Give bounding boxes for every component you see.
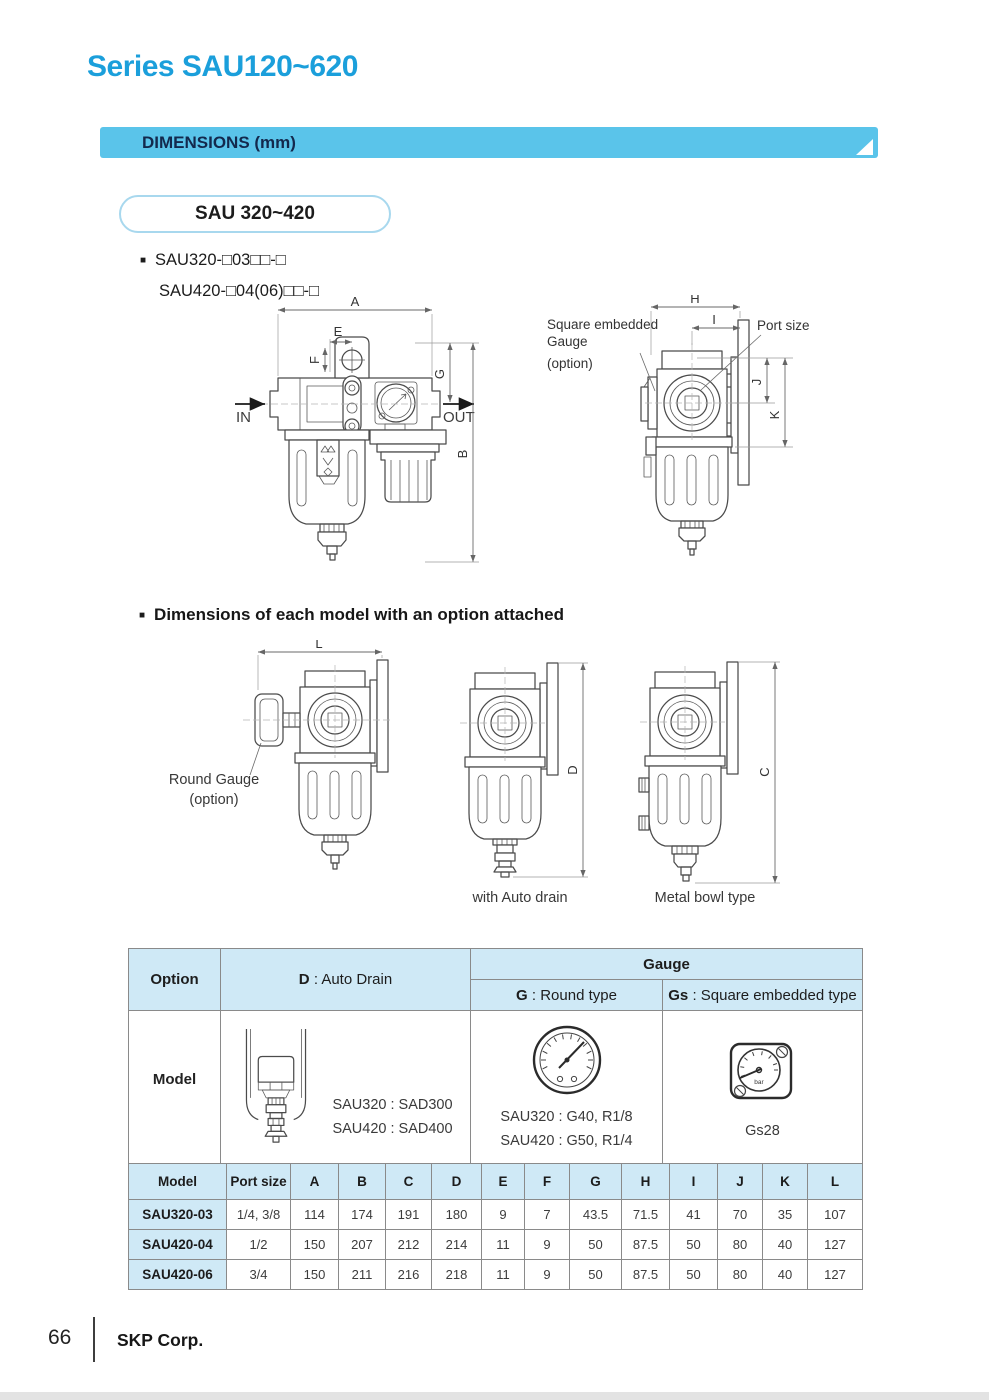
value-cell: 216 <box>386 1260 432 1290</box>
dim-table-header-cell: Port size <box>227 1164 291 1200</box>
port-size-label: Port size <box>757 318 810 333</box>
filter-bowl-side <box>465 757 545 839</box>
value-cell: 40 <box>763 1260 808 1290</box>
company-name: SKP Corp. <box>117 1330 204 1350</box>
model-cell: SAU420-06 <box>129 1260 227 1290</box>
svg-text:bar: bar <box>753 1079 764 1086</box>
model-cell: SAU320-03 <box>129 1200 227 1230</box>
unit-body-side <box>650 672 720 756</box>
auto-drain-caption: with Auto drain <box>472 890 568 906</box>
round-gauge-note: Round Gauge (option) <box>168 772 260 808</box>
round-gauge-model-list: SAU320 : G40, R1/8 SAU420 : G50, R1/4 <box>500 1109 633 1149</box>
dim-table-body <box>129 1200 863 1290</box>
value-cell: 191 <box>386 1200 432 1230</box>
value-cell: 114 <box>291 1200 339 1230</box>
value-cell: 41 <box>670 1200 718 1230</box>
table-row <box>129 1200 863 1230</box>
model-row-label-cell: Model <box>129 1011 221 1184</box>
value-cell: 50 <box>670 1230 718 1260</box>
value-cell: 7 <box>525 1200 570 1230</box>
dim-table-header-row <box>129 1164 863 1200</box>
value-cell: 9 <box>525 1260 570 1290</box>
metal-bowl <box>639 756 725 881</box>
dim-table-header-cell: K <box>763 1164 808 1200</box>
round-gauge-icon <box>530 1023 604 1097</box>
dim-k-label: K <box>767 410 782 420</box>
dim-l-label: L <box>315 640 323 651</box>
dim-table-header-cell: J <box>718 1164 763 1200</box>
value-cell: 1/4, 3/8 <box>227 1200 291 1230</box>
square-gauge-model: Gs28 <box>745 1123 780 1139</box>
dim-table-header-cell: I <box>670 1164 718 1200</box>
gauge-header-cell: Gauge <box>471 949 863 980</box>
square-bullet-icon: ■ <box>140 255 147 266</box>
option-header-cell: Option <box>129 949 221 1011</box>
page-number: 66 <box>48 1326 72 1349</box>
page-bottom-edge <box>0 1392 989 1400</box>
model-range-pill <box>119 195 391 233</box>
filter-bowl <box>285 430 369 560</box>
dim-table-header-cell: A <box>291 1164 339 1200</box>
value-cell: 80 <box>718 1260 763 1290</box>
value-cell: 9 <box>482 1200 525 1230</box>
value-cell: 70 <box>718 1200 763 1230</box>
square-bullet-icon: ■ <box>139 610 146 621</box>
value-cell: 50 <box>570 1260 622 1290</box>
value-cell: 40 <box>763 1230 808 1260</box>
dim-d-label: D <box>565 765 580 775</box>
square-gauge-note: Square embedded Gauge (option) <box>547 317 659 371</box>
value-cell: 218 <box>432 1260 482 1290</box>
value-cell: 212 <box>386 1230 432 1260</box>
square-gauge-model-cell <box>663 1011 863 1184</box>
section-header-label: DIMENSIONS (mm) <box>142 133 296 152</box>
value-cell: 35 <box>763 1200 808 1230</box>
round-gauge-model-cell <box>471 1011 663 1184</box>
value-cell: 214 <box>432 1230 482 1260</box>
table-row <box>129 1260 863 1290</box>
dim-table-header-cell: C <box>386 1164 432 1200</box>
value-cell: 150 <box>291 1230 339 1260</box>
option-table-header-row-1 <box>129 949 863 980</box>
value-cell: 43.5 <box>570 1200 622 1230</box>
value-cell: 71.5 <box>622 1200 670 1230</box>
filter-bowl-side <box>295 753 375 869</box>
value-cell: 127 <box>808 1260 863 1290</box>
auto-drain-model-cell <box>221 1011 471 1184</box>
dim-c-label: C <box>757 767 772 777</box>
dim-g-label: G <box>432 368 447 380</box>
dim-i-label: I <box>712 312 716 327</box>
dim-b-label: B <box>455 449 470 459</box>
value-cell: 174 <box>339 1200 386 1230</box>
auto-drain-option-drawing <box>455 655 610 900</box>
dim-table-header-cell: H <box>622 1164 670 1200</box>
model-code-2: SAU420-□04(06)□□-□ <box>159 282 320 300</box>
auto-drain-detail-drawing <box>238 1027 314 1153</box>
metal-bowl-caption: Metal bowl type <box>654 890 756 906</box>
option-table-model-row <box>129 1011 863 1184</box>
filter-bowl-side <box>644 437 732 555</box>
in-label: IN <box>236 409 251 426</box>
footer-divider <box>93 1317 95 1362</box>
dim-table-header-cell: B <box>339 1164 386 1200</box>
value-cell: 207 <box>339 1230 386 1260</box>
model-range-label: SAU 320~420 <box>195 203 315 224</box>
value-cell: 50 <box>570 1230 622 1260</box>
value-cell: 50 <box>670 1260 718 1290</box>
dim-table-header-cell: E <box>482 1164 525 1200</box>
value-cell: 127 <box>808 1230 863 1260</box>
value-cell: 87.5 <box>622 1260 670 1290</box>
model-code-line-1 <box>140 246 319 277</box>
corner-fold-icon <box>856 139 873 155</box>
dim-table-header-cell: D <box>432 1164 482 1200</box>
dim-table-header-cell: L <box>808 1164 863 1200</box>
dim-a-label: A <box>350 296 360 309</box>
dim-table-header-cell: G <box>570 1164 622 1200</box>
dim-table-header-cell: F <box>525 1164 570 1200</box>
model-cell: SAU420-04 <box>129 1230 227 1260</box>
out-label: OUT <box>443 409 475 426</box>
value-cell: 11 <box>482 1260 525 1290</box>
dim-f-label: F <box>307 356 322 364</box>
value-cell: 80 <box>718 1230 763 1260</box>
dim-e-label: E <box>333 324 343 339</box>
regulator-knob <box>370 430 446 502</box>
front-view-drawing <box>225 296 525 581</box>
value-cell: 9 <box>525 1230 570 1260</box>
metal-bowl-option-drawing <box>635 650 790 900</box>
page-title: Series SAU120~620 <box>87 50 358 83</box>
options-section-heading <box>139 605 564 625</box>
value-cell: 11 <box>482 1230 525 1260</box>
table-row <box>129 1230 863 1260</box>
option-table <box>128 948 863 1184</box>
auto-drain-header-cell: D : Auto Drain <box>221 949 471 1011</box>
dim-h-label: H <box>690 295 700 306</box>
square-gauge-icon <box>728 1041 798 1103</box>
unit-body-side <box>470 673 540 757</box>
square-type-header-cell: Gs : Square embedded type <box>663 980 863 1011</box>
auto-drain-model-list: SAU320 : SAD300 SAU420 : SAD400 <box>332 1097 453 1137</box>
value-cell: 107 <box>808 1200 863 1230</box>
dimension-table <box>128 1163 863 1290</box>
dim-j-label: J <box>749 378 764 386</box>
value-cell: 150 <box>291 1260 339 1290</box>
auto-drain-fitting <box>493 839 517 877</box>
value-cell: 180 <box>432 1200 482 1230</box>
value-cell: 3/4 <box>227 1260 291 1290</box>
value-cell: 211 <box>339 1260 386 1290</box>
dim-table-header-cell: Model <box>129 1164 227 1200</box>
section-header-bar <box>100 127 878 158</box>
value-cell: 1/2 <box>227 1230 291 1260</box>
value-cell: 87.5 <box>622 1230 670 1260</box>
model-code-1: SAU320-□03□□-□ <box>155 251 286 269</box>
round-type-header-cell: G : Round type <box>471 980 663 1011</box>
options-heading-text: Dimensions of each model with an option attached <box>154 605 564 624</box>
